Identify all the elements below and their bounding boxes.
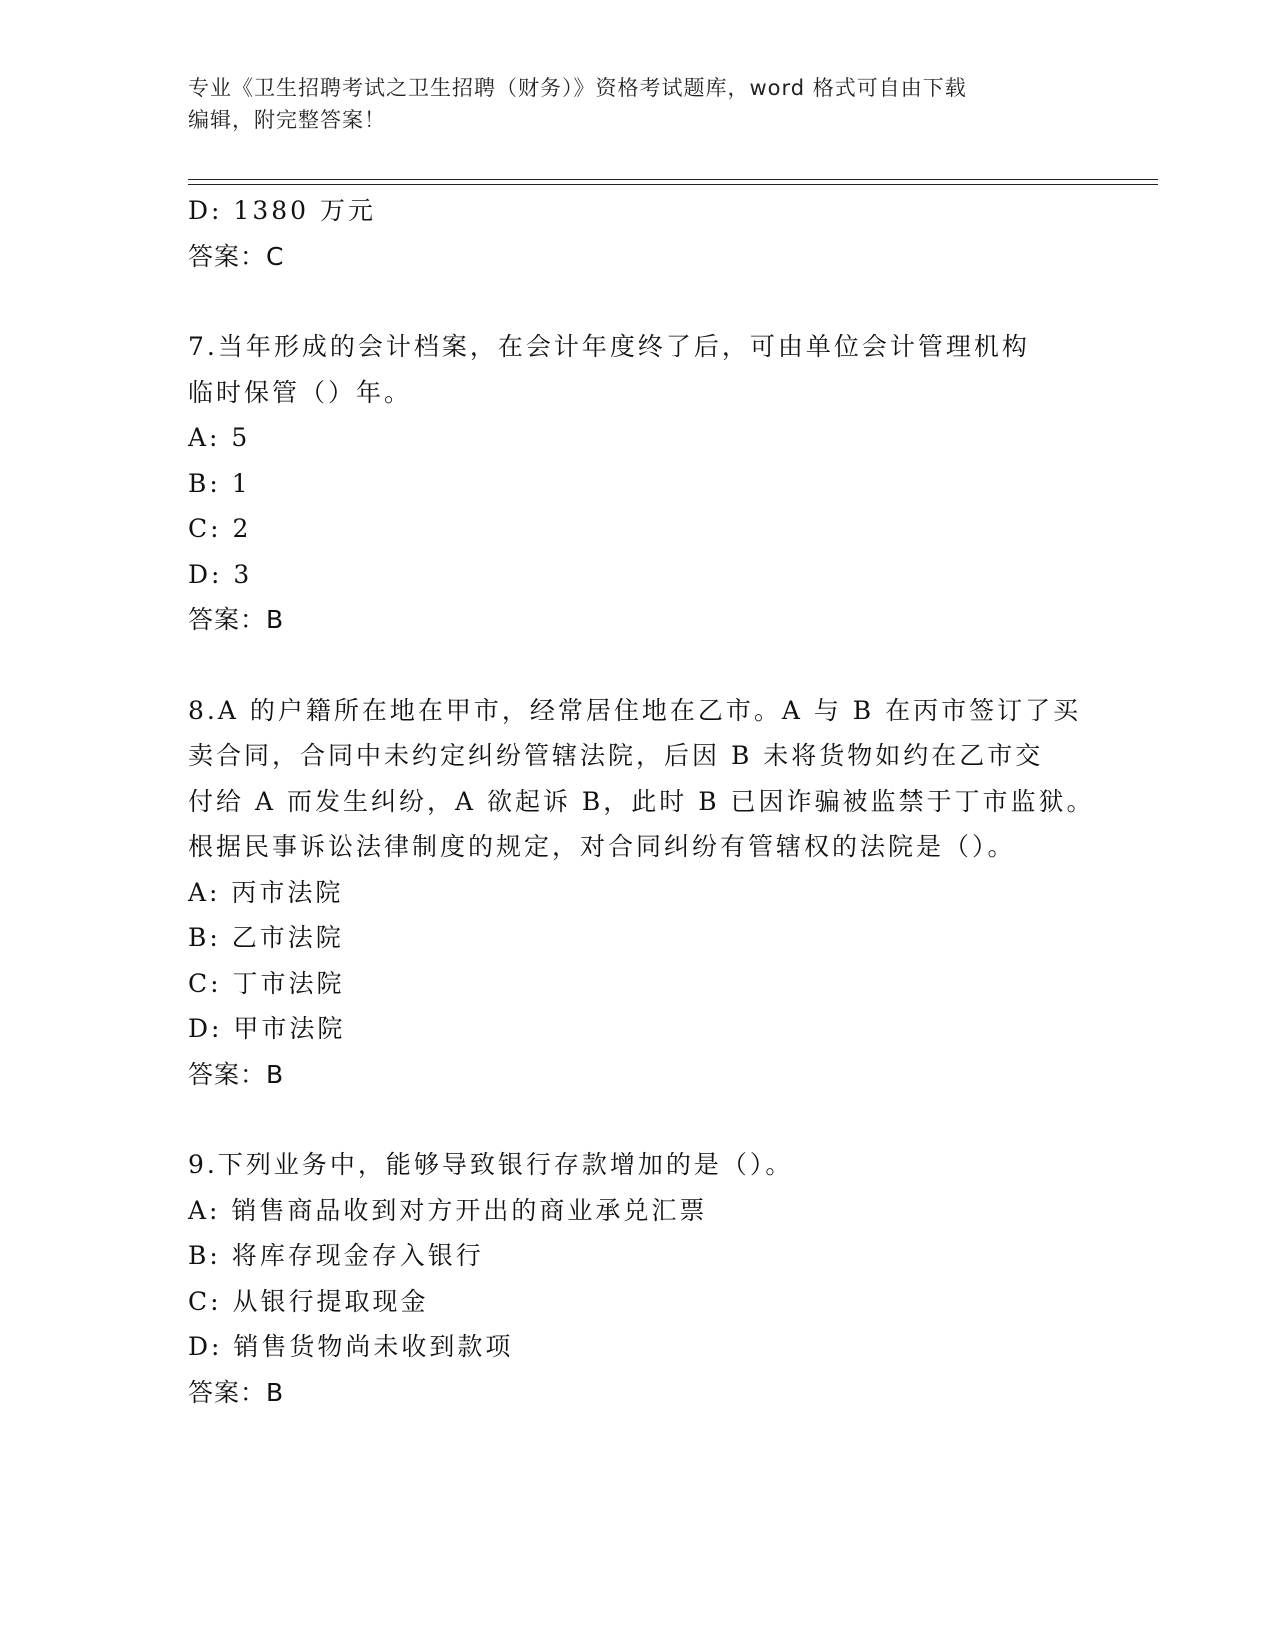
question-text-line: 临时保管（）年。 bbox=[188, 377, 413, 407]
option-d: D: 3 bbox=[188, 559, 253, 589]
answer-line: 答案：B bbox=[188, 1377, 285, 1407]
option-a: A: 5 bbox=[188, 423, 251, 452]
option-b: B: 1 bbox=[188, 468, 251, 498]
question-text-line: 付给 A 而发生纠纷，A 欲起诉 B，此时 B 已因诈骗被监禁于丁市监狱。 bbox=[188, 786, 1095, 816]
previous-question-tail bbox=[188, 188, 1088, 279]
question-9 bbox=[188, 1142, 1088, 1415]
header-line-2: 编辑，附完整答案！ bbox=[188, 108, 386, 132]
option-a: A: 销售商品收到对方开出的商业承兑汇票 bbox=[188, 1195, 708, 1225]
option-c: C: 2 bbox=[188, 514, 252, 543]
option-c: C: 从银行提取现金 bbox=[188, 1286, 429, 1316]
question-text-line: 8.A 的户籍所在地在甲市，经常居住地在乙市。A 与 B 在丙市签订了买 bbox=[188, 695, 1082, 725]
document-header bbox=[188, 72, 1088, 136]
option-a: A: 丙市法院 bbox=[188, 877, 344, 907]
header-rule-top bbox=[188, 179, 1158, 180]
answer-line: 答案：B bbox=[188, 605, 285, 634]
option-d: D: 销售货物尚未收到款项 bbox=[188, 1332, 514, 1361]
question-8 bbox=[188, 688, 1095, 1098]
option-d: D: 1380 万元 bbox=[188, 196, 376, 225]
header-line-1: 专业《卫生招聘考试之卫生招聘（财务）》资格考试题库，word 格式可自由下载 bbox=[188, 76, 967, 100]
question-text-line: 根据民事诉讼法律制度的规定，对合同纠纷有管辖权的法院是（）。 bbox=[188, 832, 1016, 861]
question-text-line: 7.当年形成的会计档案，在会计年度终了后，可由单位会计管理机构 bbox=[188, 332, 1030, 361]
question-text-line: 卖合同，合同中未约定纠纷管辖法院，后因 B 未将货物如约在乙市交 bbox=[188, 741, 1044, 770]
document-body bbox=[188, 188, 1095, 1415]
question-7 bbox=[188, 324, 1088, 643]
option-d: D: 甲市法院 bbox=[188, 1014, 346, 1043]
answer-line: 答案：C bbox=[188, 241, 285, 271]
question-text-line: 9.下列业务中，能够导致银行存款增加的是（）。 bbox=[188, 1150, 794, 1179]
answer-line: 答案：B bbox=[188, 1059, 285, 1089]
header-rule-bottom bbox=[188, 184, 1158, 185]
option-b: B: 将库存现金存入银行 bbox=[188, 1241, 484, 1270]
option-c: C: 丁市法院 bbox=[188, 968, 345, 998]
option-b: B: 乙市法院 bbox=[188, 923, 344, 952]
